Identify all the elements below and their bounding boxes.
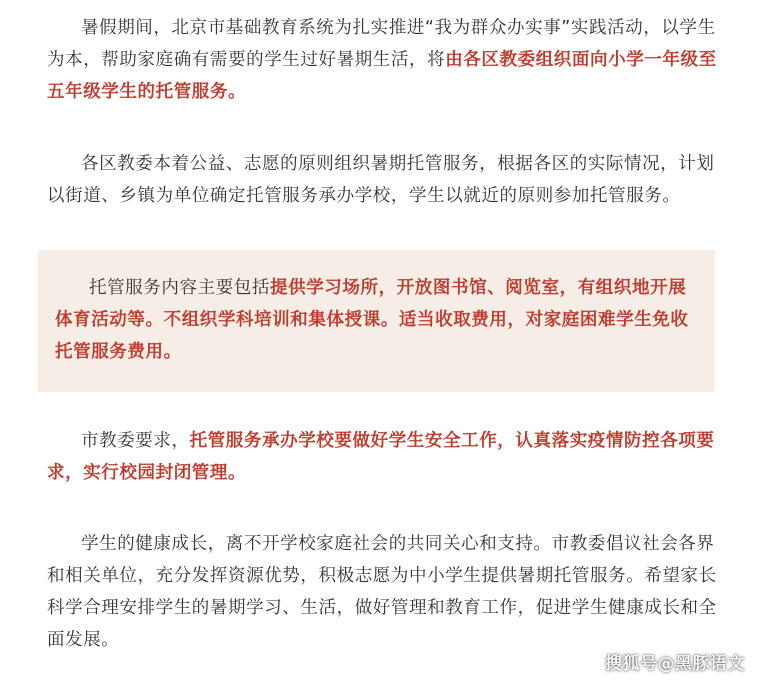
service-content-highlight: 提供学习场所，开放图书馆、阅览室，有组织地开展体育活动等。不组织学科培训和集体授课。适当收取费用，对家庭困难学生免收托管服务费用。 — [55, 278, 689, 362]
requirements-highlight: 托管服务承办学校要做好学生安全工作，认真落实疫情防控各项要求，实行校园封闭管理。 — [47, 431, 715, 483]
watermark: 搜狐号@黑豚语文 — [605, 654, 745, 674]
intro-text: 暑假期间，北京市基础教育系统为扎实推进“我为群众办实事”实践活动，以学生为本，帮助家庭确有需要的学生过好暑期生活，将 — [47, 18, 716, 70]
intro-highlight: 由各区教委组织面向小学一年级至五年级学生的托管服务。 — [47, 50, 717, 102]
paragraph-service-content — [55, 272, 700, 368]
highlight-box — [38, 250, 715, 392]
paragraph-requirements — [47, 425, 717, 489]
requirements-text: 市教委要求， — [81, 431, 190, 451]
paragraph-organization — [47, 148, 717, 212]
paragraph-intro — [47, 12, 717, 108]
paragraph-initiative — [47, 528, 717, 656]
organization-text: 各区教委本着公益、志愿的原则组织暑期托管服务，根据各区的实际情况，计划以街道、乡镇为单位确定托管服务承办学校，学生以就近的原则参加托管服务。 — [47, 154, 715, 206]
service-content-text: 托管服务内容主要包括 — [89, 278, 270, 298]
initiative-text: 学生的健康成长，离不开学校家庭社会的共同关心和支持。市教委倡议社会各界和相关单位，充分发挥资源优势，积极志愿为中小学生提供暑期托管服务。希望家长科学合理安排学生的暑期学习、生活，做好管理和教育工作，促进学生健康成长和全面发展。 — [47, 534, 717, 650]
